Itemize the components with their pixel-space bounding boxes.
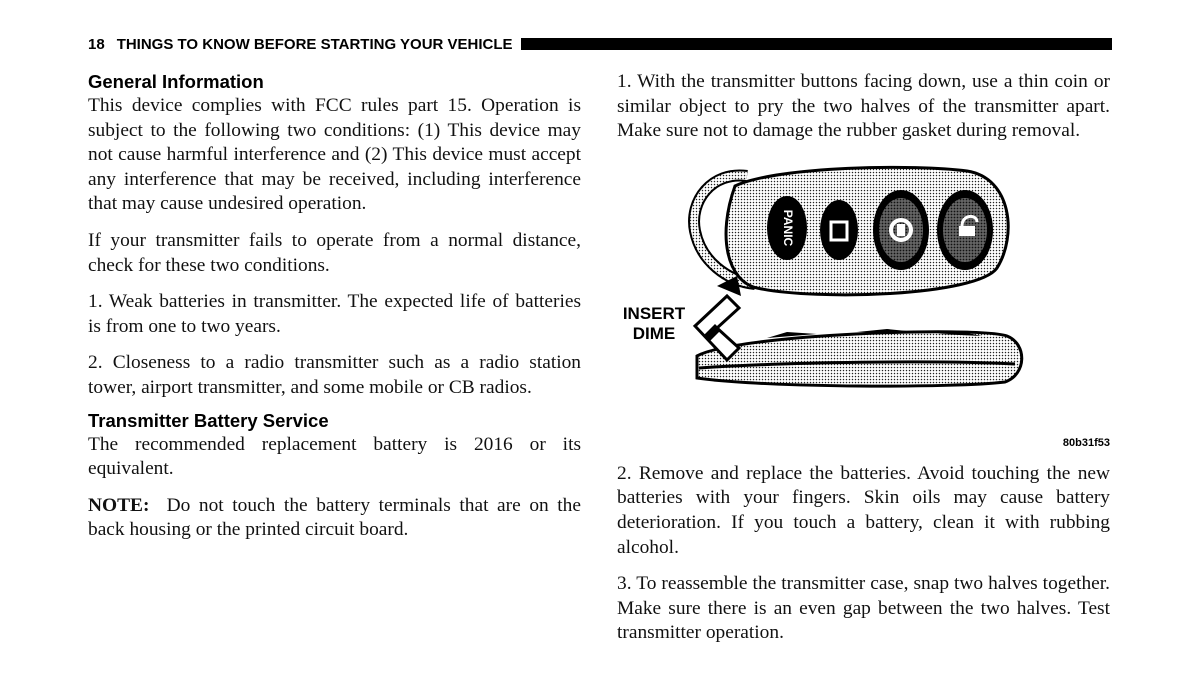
insert-label-line2: DIME: [632, 323, 676, 343]
note-text: Do not touch the battery terminals that are on the back housing or the printed circuit board.: [88, 494, 581, 541]
transmitter-figure: [617, 156, 1110, 456]
paragraph-fcc: This device complies with FCC rules part 15. Operation is subject to the following two conditions: (1) This device may not cause harmful interference and (2) This device must accept any interference that may be received, including interference that may cause undesired operation.: [88, 95, 581, 215]
paragraph-weak-batteries: 1. Weak batteries in transmitter. The expected life of batteries is from one to two years.: [88, 291, 581, 337]
left-column: [88, 70, 581, 555]
paragraph-battery: The recommended replacement battery is 2016 or its equivalent.: [88, 433, 581, 480]
paragraph-closeness: 2. Closeness to a radio transmitter such as a radio station tower, airport transmitter, and some mobile or CB radios.: [88, 352, 581, 398]
panic-button-label: PANIC: [780, 209, 795, 247]
insert-label-line1: INSERT: [622, 303, 686, 323]
note-label: NOTE:: [88, 494, 150, 516]
insert-dime-label: [617, 304, 691, 344]
right-column: [617, 70, 1110, 658]
fob-top-half: [694, 167, 1008, 294]
heading-general-information: General Information: [88, 71, 264, 92]
note-paragraph: [88, 494, 581, 543]
header-rule: [521, 38, 1112, 50]
section-title: THINGS TO KNOW BEFORE STARTING YOUR VEHICLE: [116, 35, 513, 53]
paragraph-fails: If your transmitter fails to operate from a normal distance, check for these two conditions.: [88, 229, 581, 276]
page-header: [88, 33, 1112, 55]
page-number: 18: [88, 35, 105, 53]
figure-code: 80b31f53: [1062, 437, 1110, 450]
insert-arrow: [695, 276, 741, 360]
fob-side-view: [697, 329, 1022, 386]
step-1: 1. With the transmitter buttons facing down, use a thin coin or similar object to pry the two halves of the transmitter apart. Make sure not to damage the rubber gasket during removal.: [617, 71, 1110, 142]
step-2: 2. Remove and replace the batteries. Avoid touching the new batteries with your fingers. Skin oils may cause battery deterioration. If you touch a battery, clean it with rubbing alcohol.: [617, 462, 1110, 558]
heading-battery-service: Transmitter Battery Service: [88, 409, 329, 431]
step-3: 3. To reassemble the transmitter case, snap two halves together. Make sure there is an even gap between the two halves. Test transmitter operation.: [617, 573, 1110, 644]
